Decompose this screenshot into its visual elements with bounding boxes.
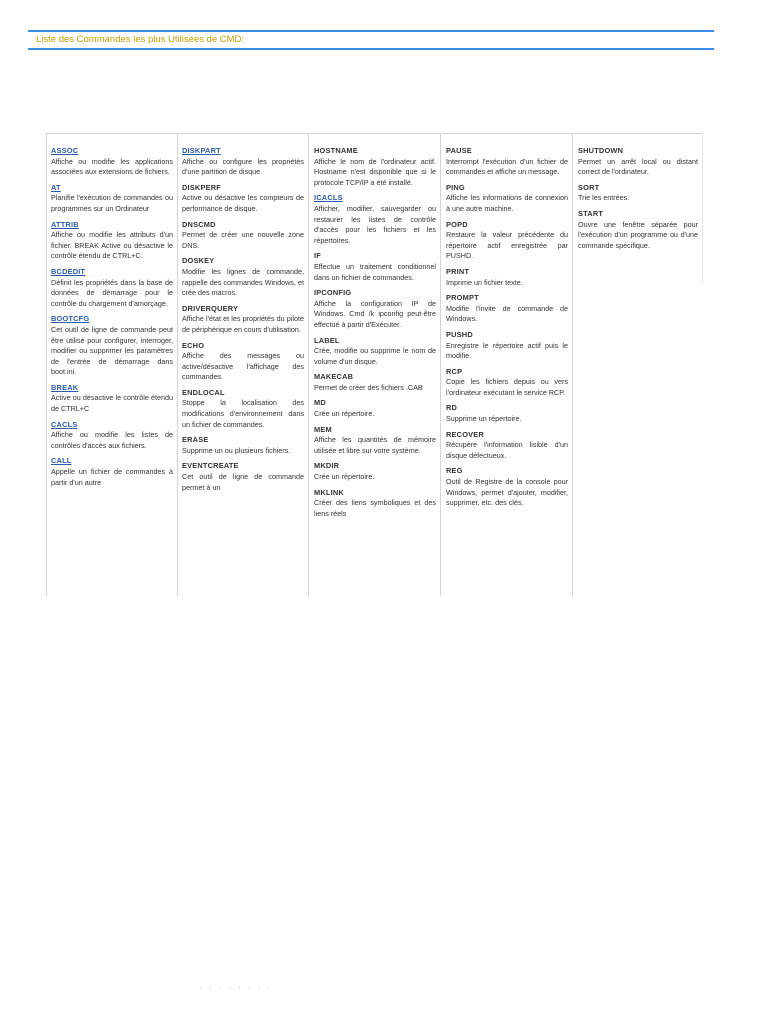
command-name: RCP: [446, 366, 463, 376]
command-entry: [446, 267, 568, 288]
command-entry: [182, 461, 304, 493]
command-name: RECOVER: [446, 429, 484, 439]
command-link[interactable]: DISKPART: [182, 146, 221, 155]
command-description: Permet de créer une nouvelle zone DNS.: [182, 230, 304, 250]
command-name: ERASE: [182, 435, 209, 445]
command-entry: [578, 146, 698, 178]
command-entry: [314, 425, 436, 457]
command-entry: [182, 341, 304, 383]
command-entry: [446, 330, 568, 362]
command-entry: [182, 435, 304, 456]
command-name: MAKECAB: [314, 372, 354, 382]
command-description: Crée, modifie ou supprime le nom de volume d'un disque.: [314, 346, 436, 366]
command-description: Active ou désactive les compteurs de performance de disque.: [182, 193, 304, 213]
command-entry: [314, 146, 436, 188]
command-name: PAUSE: [446, 146, 472, 155]
command-entry: [578, 209, 698, 251]
command-link[interactable]: CACLS: [51, 419, 78, 429]
command-description: Affiche les quantités de mémoire utilisée et libre sur votre système.: [314, 435, 436, 455]
command-description: Permet un arrêt local ou distant correct de l'ordinateur.: [578, 156, 698, 177]
command-description: Restaure la valeur précédente du répertoire actif enregistrée par PUSHD.: [446, 230, 568, 261]
command-description: Affiche ou modifie les attributs d'un fichier. BREAK Active ou désactive le contrôle étendu de CTRL+C.: [51, 230, 173, 261]
command-name: PROMPT: [446, 293, 479, 303]
command-description: Cet outil de ligne de commande peut être utilisé pour configurer, interroger, modifier ou supprimer les paramètres de l'entrée de démarrage dans boot.ini.: [51, 324, 173, 377]
command-entry: [314, 488, 436, 520]
command-description: Affiche l'état et les propriétés du pilote de périphérique en cours d'utilisation.: [182, 314, 304, 334]
command-entry: [578, 183, 698, 204]
command-entry: [182, 220, 304, 252]
command-entry: [314, 193, 436, 246]
command-description: Affiche ou configure les propriétés d'une partition de disque.: [182, 156, 304, 177]
command-description: Affiche ou modifie les listes de contrôles d'accès aux fichiers.: [51, 430, 173, 450]
command-link[interactable]: AT: [51, 182, 61, 192]
command-entry: [51, 183, 173, 215]
command-entry: [51, 267, 173, 309]
command-entry: [446, 146, 568, 178]
command-column-2: [178, 133, 309, 596]
command-description: Récupère l'information lisible d'un disque défectueux.: [446, 440, 568, 460]
command-link[interactable]: ATTRIB: [51, 219, 79, 229]
command-name: EVENTCREATE: [182, 461, 239, 471]
command-description: Affiche les informations de connexion à une autre machine.: [446, 193, 568, 213]
command-description: Imprime un fichier texte.: [446, 277, 523, 287]
command-column-1: [46, 133, 178, 596]
command-description: Supprime un répertoire.: [446, 414, 522, 424]
command-description: Outil de Registre de la console pour Windows, permet d'ajouter, modifier, supprimer, etc. des clés.: [446, 477, 568, 508]
command-entry: [314, 372, 436, 393]
command-link[interactable]: BREAK: [51, 382, 79, 392]
command-link[interactable]: BCDEDIT: [51, 266, 86, 276]
command-description: Effectue un traitement conditionnel dans un fichier de commandes.: [314, 261, 436, 282]
command-description: Copie les fichiers depuis ou vers l'ordinateur exécutant le service RCP.: [446, 377, 568, 397]
command-description: Affiche la configuration IP de Windows. Cmd /k ipconfig peut-être effectué à partir d'Exécuter.: [314, 298, 436, 329]
command-entry: [314, 288, 436, 330]
command-name: MKLINK: [314, 487, 344, 497]
command-entry: [314, 461, 436, 482]
command-link[interactable]: ICACLS: [314, 193, 343, 203]
command-entry: [446, 293, 568, 325]
command-description: Afficher, modifier, sauvegarder ou restaurer les listes de contrôle d'accès pour les fichiers et les répertoires.: [314, 203, 436, 245]
command-description: Permet de créer des fichiers .CAB: [314, 382, 423, 392]
command-name: DRIVERQUERY: [182, 303, 239, 313]
command-name: IF: [314, 251, 321, 261]
command-link[interactable]: BOOTCFG: [51, 314, 90, 324]
command-name: START: [578, 208, 604, 218]
command-description: Appelle un fichier de commandes à partir d'un autre: [51, 467, 173, 487]
command-description: Définit les propriétés dans la base de données de démarrage pour le contrôle du chargement d'amorçage.: [51, 277, 173, 308]
command-name: SORT: [578, 182, 600, 192]
command-name: REG: [446, 466, 463, 476]
command-description: Affiche le nom de l'ordinateur actif. Hostname n'est disponible que si le protocole TCP/IP a été installé.: [314, 156, 436, 187]
command-entry: [446, 367, 568, 399]
command-entry: [314, 398, 436, 419]
command-name: PUSHD: [446, 329, 473, 339]
command-link[interactable]: CALL: [51, 456, 72, 466]
command-entry: [182, 146, 304, 178]
command-entry: [182, 388, 304, 430]
command-description: Planifie l'exécution de commandes ou programmes sur un Ordinateur: [51, 193, 173, 213]
header-rule-top: [28, 30, 714, 32]
command-description: Enregistre le répertoire actif puis le modifie.: [446, 340, 568, 361]
command-entry: [182, 304, 304, 336]
command-description: Crée un répertoire.: [314, 409, 375, 419]
command-name: DISKPERF: [182, 182, 221, 192]
command-name: ECHO: [182, 340, 205, 350]
command-entry: [446, 466, 568, 508]
command-description: Active ou désactive le contrôle étendu de CTRL+C: [51, 393, 173, 414]
header-rule-bottom: [28, 48, 714, 50]
command-entry: [182, 256, 304, 298]
command-name: POPD: [446, 219, 468, 229]
command-link[interactable]: ASSOC: [51, 146, 79, 155]
command-entry: [182, 183, 304, 215]
command-entry: [51, 220, 173, 262]
command-description: Affiche des messages ou active/désactive l'affichage des commandes.: [182, 351, 304, 382]
command-description: Affiche ou modifie les applications associées aux extensions de fichiers.: [51, 156, 173, 177]
command-entry: [51, 420, 173, 452]
command-entry: [314, 336, 436, 368]
command-name: LABEL: [314, 335, 340, 345]
command-name: PRINT: [446, 266, 470, 276]
command-name: PING: [446, 182, 465, 192]
footer-mark: · · · · · · · ·: [200, 985, 273, 991]
command-name: IPCONFIG: [314, 288, 352, 298]
command-description: Cet outil de ligne de commande permet à un: [182, 472, 304, 492]
command-name: SHUTDOWN: [578, 146, 624, 155]
command-description: Crée un répertoire.: [314, 472, 375, 482]
command-entry: [51, 146, 173, 178]
command-description: Modifie l'invite de commande de Windows.: [446, 303, 568, 324]
command-entry: [51, 383, 173, 415]
command-entry: [446, 430, 568, 462]
command-description: Modifie les lignes de commande, rappelle des commandes Windows, et crée des macros.: [182, 266, 304, 298]
command-description: Supprime un ou plusieurs fichiers.: [182, 445, 291, 455]
command-description: Stoppe la localisation des modifications d'environnement dans un fichier de commandes.: [182, 398, 304, 429]
command-description: Trie les entrées.: [578, 193, 630, 203]
command-name: MEM: [314, 424, 332, 434]
document-title: Liste des Commandes les plus Utilisées de CMD:: [36, 34, 245, 45]
command-entry: [446, 403, 568, 424]
command-name: MKDIR: [314, 461, 340, 471]
command-name: HOSTNAME: [314, 146, 358, 155]
command-column-3: [310, 133, 441, 596]
command-description: Créer des liens symboliques et des liens réels: [314, 498, 436, 518]
command-name: MD: [314, 398, 326, 408]
command-name: RD: [446, 403, 458, 413]
command-entry: [446, 183, 568, 215]
command-column-4: [442, 133, 573, 596]
command-entry: [446, 220, 568, 262]
command-entry: [51, 456, 173, 488]
command-name: DOSKEY: [182, 256, 215, 266]
command-column-5: [574, 133, 703, 284]
command-entry: [51, 314, 173, 378]
command-name: DNSCMD: [182, 219, 216, 229]
command-entry: [314, 251, 436, 283]
command-name: ENDLOCAL: [182, 387, 225, 397]
command-description: Ouvre une fenêtre séparée pour l'exécution d'un programme ou d'une commande spécifique.: [578, 219, 698, 250]
command-description: Interrompt l'exécution d'un fichier de commandes et affiche un message.: [446, 156, 568, 177]
